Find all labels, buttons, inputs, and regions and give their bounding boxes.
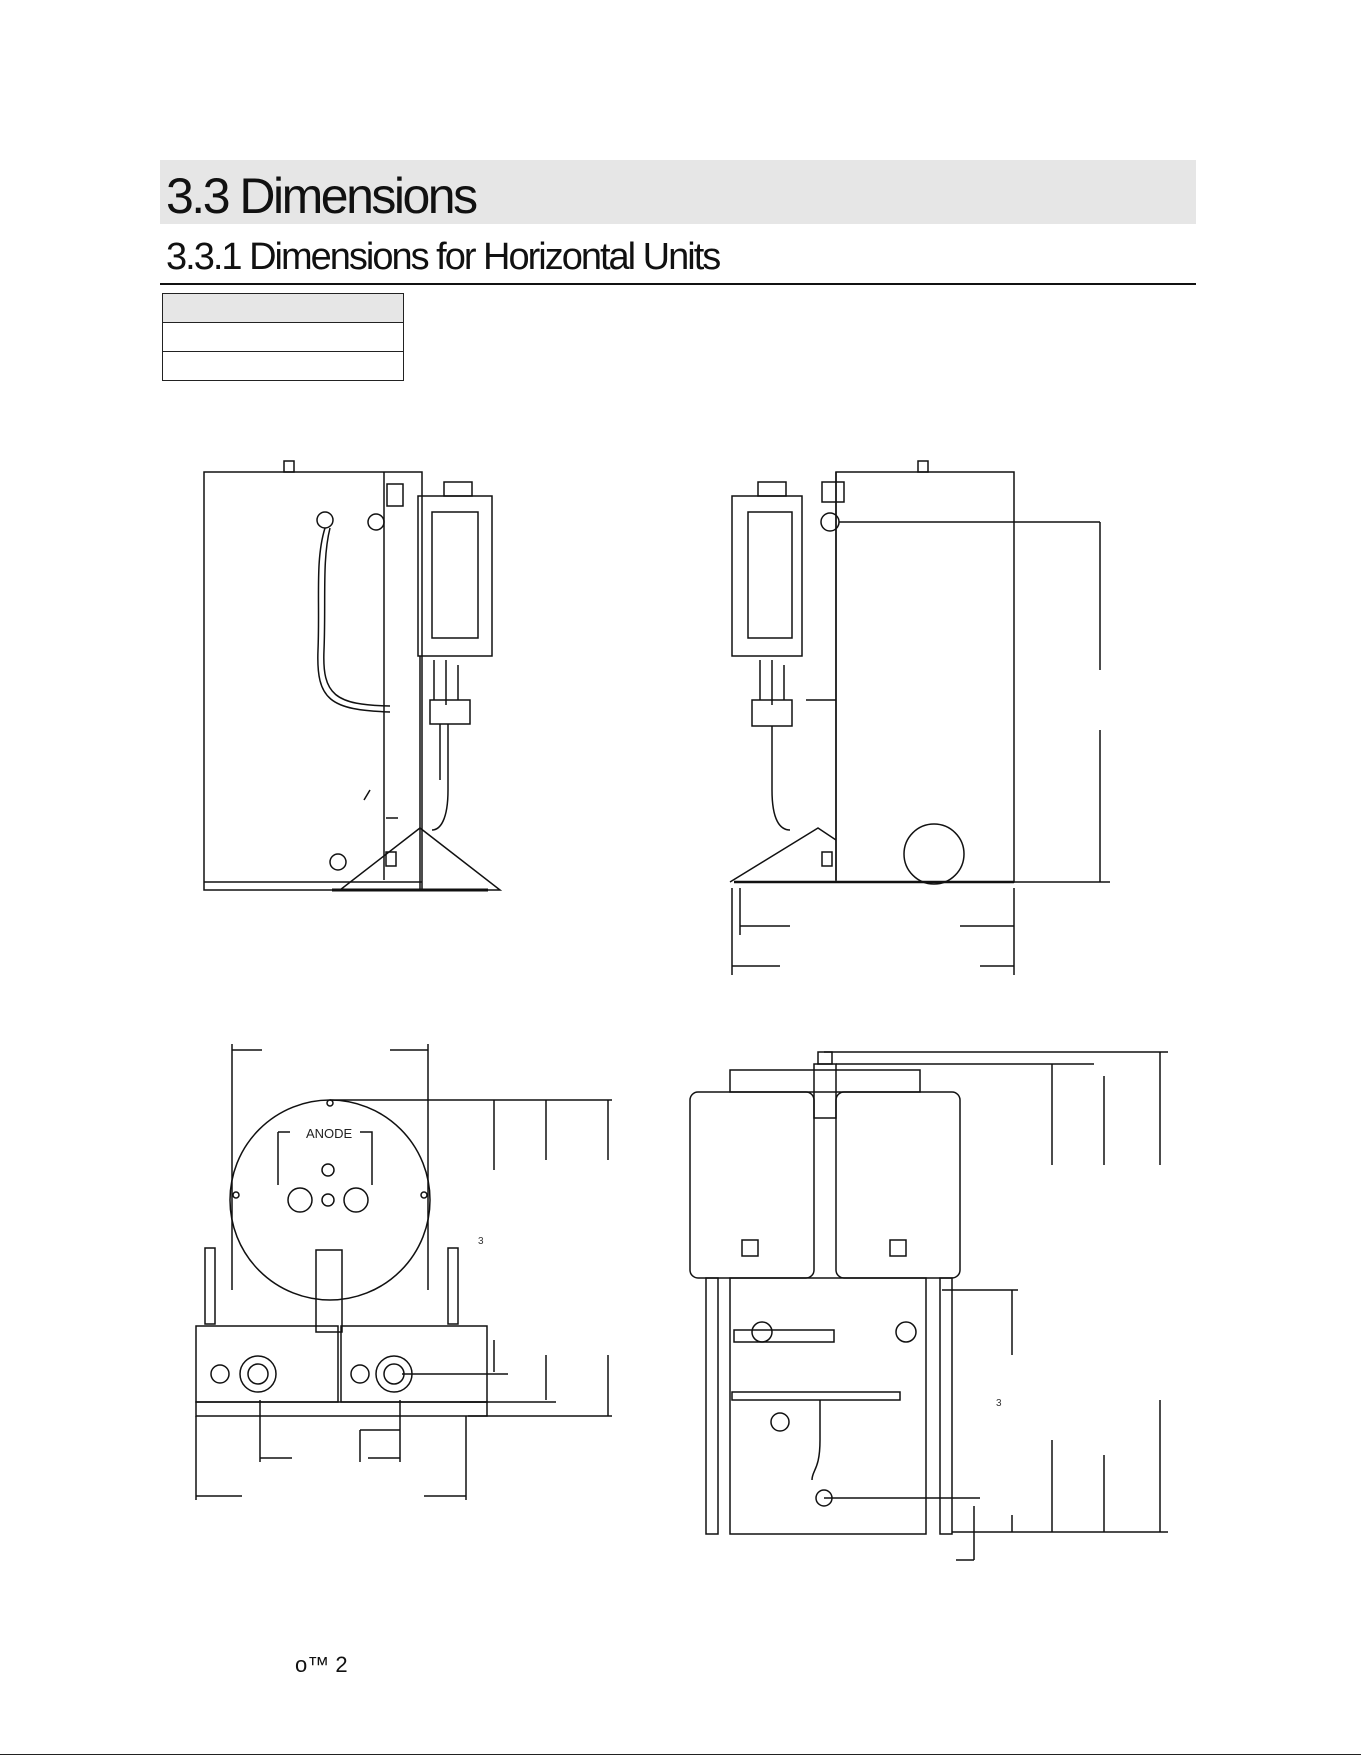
right-side-view — [730, 461, 1110, 975]
dimension-mark: 3 — [996, 1398, 1002, 1409]
subsection-title: 3.3.1 Dimensions for Horizontal Units — [166, 236, 720, 278]
left-side-view — [204, 461, 500, 890]
footer-rule — [0, 1754, 1361, 1755]
front-view — [690, 1052, 1168, 1560]
end-view — [196, 1044, 612, 1500]
footer-text: o™ 2 — [295, 1652, 348, 1677]
section-title: 3.3 Dimensions — [166, 168, 476, 224]
dimension-mark: 3 — [478, 1236, 484, 1247]
anode-label: ANODE — [306, 1126, 353, 1141]
